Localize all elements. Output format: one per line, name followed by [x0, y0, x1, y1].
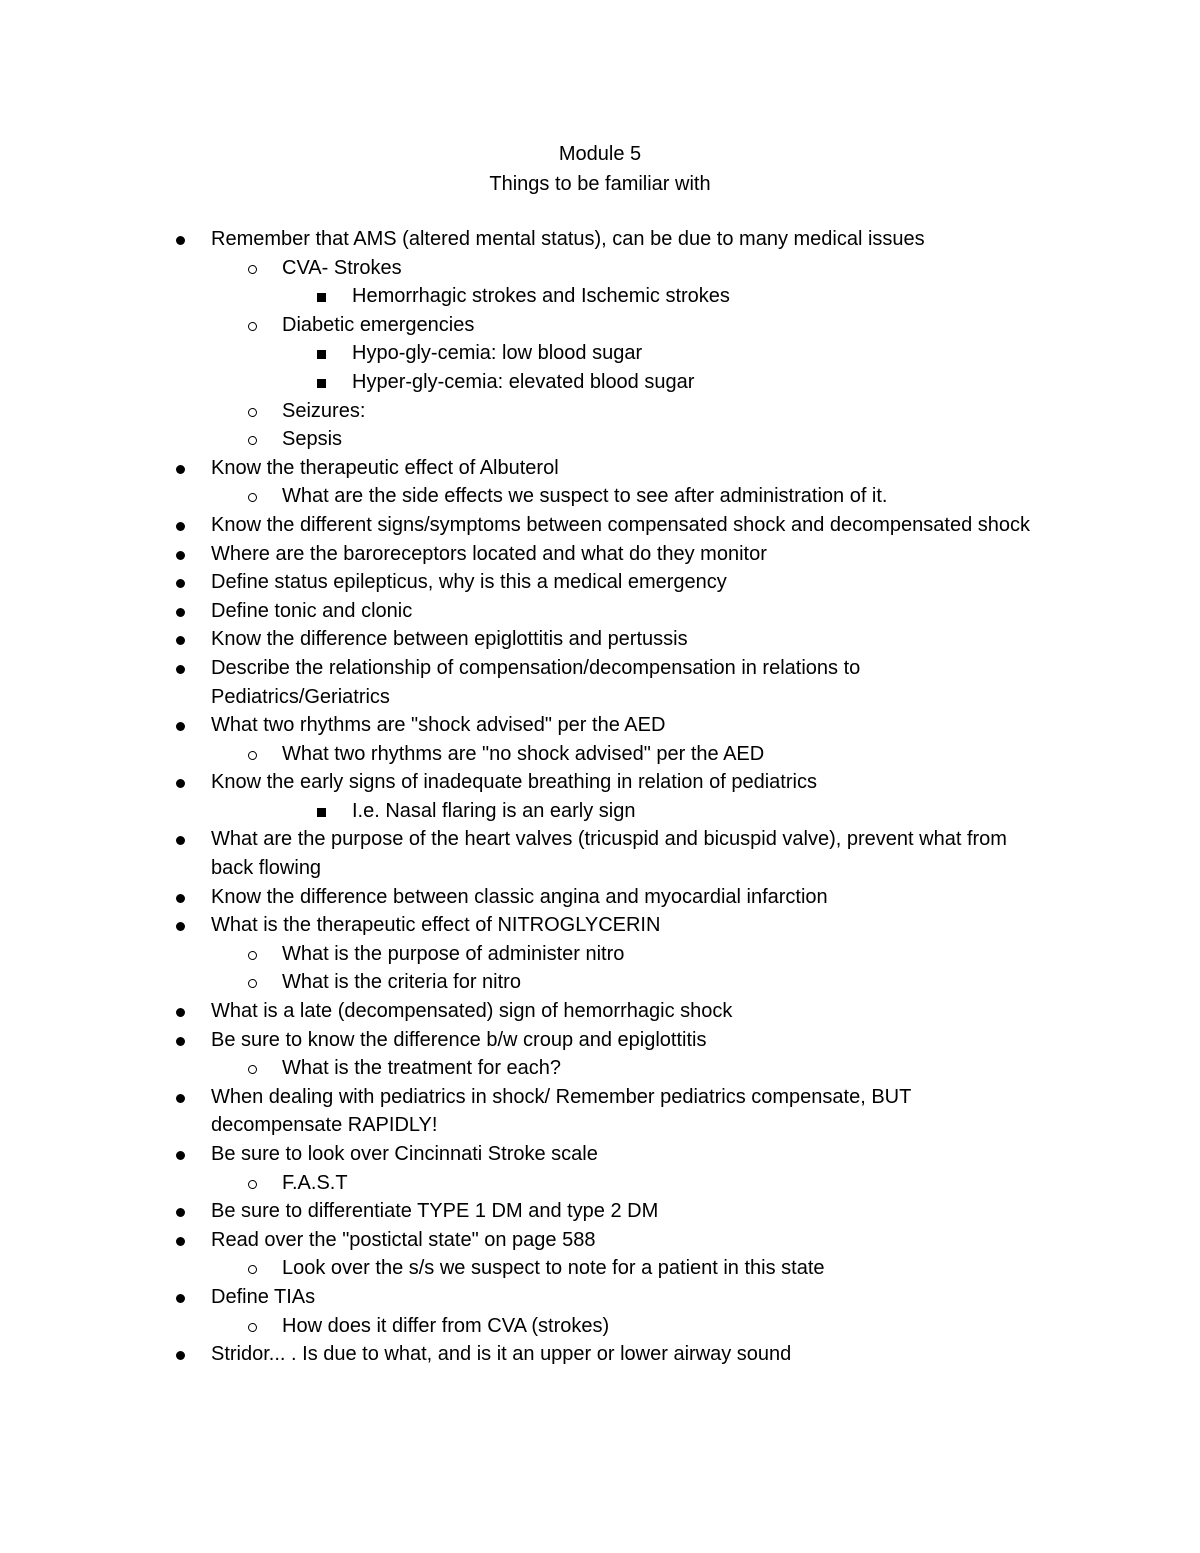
- list-item-text: Read over the "postictal state" on page 588: [211, 1228, 596, 1251]
- hollow-circle-bullet-icon: [248, 940, 257, 969]
- filled-circle-bullet-icon: [176, 568, 185, 597]
- list-item-text: Know the therapeutic effect of Albuterol: [211, 456, 559, 479]
- list-item: [0, 968, 1042, 997]
- list-item: [0, 654, 1041, 711]
- list-item-text: F.A.S.T: [282, 1171, 348, 1194]
- list-item: [0, 482, 1042, 511]
- list-item: [0, 940, 1042, 969]
- filled-circle-bullet-icon: [176, 1140, 185, 1169]
- list-item-text: Be sure to look over Cincinnati Stroke scale: [211, 1143, 598, 1165]
- list-item-text: What is a late (decompensated) sign of hemorrhagic shock: [211, 1000, 733, 1023]
- list-item-text: Look over the s/s we suspect to note for a patient in this state: [282, 1257, 825, 1280]
- filled-circle-bullet-icon: [176, 711, 185, 740]
- list-item: [0, 1169, 1042, 1198]
- list-item-text: I.e. Nasal flaring is an early sign: [352, 799, 636, 822]
- list-item: [0, 1283, 1041, 1312]
- list-item-text: What is the criteria for nitro: [282, 971, 521, 994]
- list-item-text: How does it differ from CVA (strokes): [282, 1314, 610, 1337]
- square-bullet-icon: [317, 797, 326, 826]
- filled-circle-bullet-icon: [176, 511, 185, 540]
- filled-circle-bullet-icon: [176, 225, 185, 254]
- filled-circle-bullet-icon: [176, 911, 185, 940]
- hollow-circle-bullet-icon: [248, 254, 257, 283]
- list-item-text: Where are the baroreceptors located and what do they monitor: [211, 542, 767, 565]
- filled-circle-bullet-icon: [176, 825, 185, 854]
- list-item-text: Stridor... . Is due to what, and is it an upper or lower airway sound: [211, 1343, 792, 1366]
- hollow-circle-bullet-icon: [248, 1054, 257, 1083]
- list-item: [0, 311, 1042, 340]
- list-item: [0, 397, 1042, 426]
- list-item-text: Know the difference between classic angina and myocardial infarction: [211, 885, 828, 908]
- filled-circle-bullet-icon: [176, 883, 185, 912]
- list-item-text: Know the different signs/symptoms between compensated shock and decompensated shock: [211, 513, 1030, 536]
- filled-circle-bullet-icon: [176, 1026, 185, 1055]
- list-item: [0, 368, 1042, 397]
- square-bullet-icon: [317, 282, 326, 311]
- list-item: [0, 825, 1041, 882]
- hollow-circle-bullet-icon: [248, 311, 257, 340]
- list-item: [0, 883, 1041, 912]
- filled-circle-bullet-icon: [176, 1083, 185, 1112]
- list-item: [0, 511, 1041, 540]
- filled-circle-bullet-icon: [176, 768, 185, 797]
- list-item: [0, 1054, 1042, 1083]
- filled-circle-bullet-icon: [176, 540, 185, 569]
- list-item: [0, 1026, 1041, 1055]
- filled-circle-bullet-icon: [176, 597, 185, 626]
- list-item: [0, 1140, 1041, 1169]
- list-item-text: Know the difference between epiglottitis and pertussis: [211, 628, 688, 651]
- list-item-text: Describe the relationship of compensation/decompensation in relations to Pediatrics/Geriatrics: [211, 656, 861, 708]
- list-item: [0, 1254, 1042, 1283]
- list-item-text: CVA- Strokes: [282, 256, 402, 279]
- filled-circle-bullet-icon: [176, 625, 185, 654]
- list-item: [0, 740, 1042, 769]
- hollow-circle-bullet-icon: [248, 1254, 257, 1283]
- hollow-circle-bullet-icon: [248, 1312, 257, 1341]
- hollow-circle-bullet-icon: [248, 397, 257, 426]
- list-item: [0, 425, 1042, 454]
- hollow-circle-bullet-icon: [248, 740, 257, 769]
- list-item-text: Hypo-gly-cemia: low blood sugar: [352, 342, 643, 365]
- list-item: [0, 454, 1041, 483]
- filled-circle-bullet-icon: [176, 654, 185, 683]
- list-item: [0, 282, 1042, 311]
- list-item-text: Define TIAs: [211, 1285, 316, 1308]
- list-item-text: Hyper-gly-cemia: elevated blood sugar: [352, 370, 695, 393]
- list-item: [0, 225, 1041, 254]
- filled-circle-bullet-icon: [176, 1226, 185, 1255]
- list-item-text: Be sure to know the difference b/w croup and epiglottitis: [211, 1028, 707, 1051]
- list-item-text: What is the treatment for each?: [282, 1057, 562, 1080]
- filled-circle-bullet-icon: [176, 1197, 185, 1226]
- page-subtitle: Things to be familiar with: [489, 173, 711, 195]
- list-item-text: What is the therapeutic effect of NITROGLYCERIN: [211, 914, 661, 937]
- hollow-circle-bullet-icon: [248, 425, 257, 454]
- list-item: [0, 1197, 1041, 1226]
- filled-circle-bullet-icon: [176, 997, 185, 1026]
- square-bullet-icon: [317, 339, 326, 368]
- list-item-text: Be sure to differentiate TYPE 1 DM and type 2 DM: [211, 1200, 659, 1223]
- list-item-text: When dealing with pediatrics in shock/ Remember pediatrics compensate, BUT decompensate RAPIDLY!: [211, 1085, 911, 1137]
- list-item: [0, 911, 1041, 940]
- list-item-text: What two rhythms are "no shock advised" per the AED: [282, 742, 765, 765]
- list-item-text: What are the side effects we suspect to see after administration of it.: [282, 485, 888, 508]
- list-item-text: Diabetic emergencies: [282, 313, 475, 336]
- list-item-text: Sepsis: [282, 428, 343, 451]
- list-item: [0, 711, 1041, 740]
- page-title: Module 5: [558, 143, 642, 165]
- list-item: [0, 1340, 1041, 1369]
- list-item: [0, 540, 1041, 569]
- filled-circle-bullet-icon: [176, 1283, 185, 1312]
- list-item-text: Define status epilepticus, why is this a medical emergency: [211, 571, 727, 594]
- list-item-text: Remember that AMS (altered mental status), can be due to many medical issues: [211, 228, 925, 250]
- hollow-circle-bullet-icon: [248, 482, 257, 511]
- list-item: [0, 768, 1041, 797]
- list-item: [0, 1083, 1041, 1140]
- list-item: [0, 568, 1041, 597]
- list-item: [0, 1312, 1042, 1341]
- list-item-text: Know the early signs of inadequate breathing in relation of pediatrics: [211, 771, 817, 794]
- square-bullet-icon: [317, 368, 326, 397]
- list-item: [0, 339, 1042, 368]
- hollow-circle-bullet-icon: [248, 1169, 257, 1198]
- list-item: [0, 1226, 1041, 1255]
- list-item-text: What two rhythms are "shock advised" per the AED: [211, 714, 666, 737]
- list-item-text: Define tonic and clonic: [211, 599, 413, 622]
- list-item: [0, 254, 1042, 283]
- list-item: [0, 797, 1042, 826]
- list-item-text: What is the purpose of administer nitro: [282, 942, 625, 965]
- list-item: [0, 625, 1041, 654]
- list-item: [0, 997, 1041, 1026]
- list-item-text: Hemorrhagic strokes and Ischemic strokes: [352, 285, 730, 308]
- filled-circle-bullet-icon: [176, 454, 185, 483]
- list-item-text: Seizures:: [282, 399, 366, 422]
- list-item-text: What are the purpose of the heart valves (tricuspid and bicuspid valve), prevent what from back flowing: [211, 828, 1007, 880]
- hollow-circle-bullet-icon: [248, 968, 257, 997]
- list-item: [0, 597, 1041, 626]
- filled-circle-bullet-icon: [176, 1340, 185, 1369]
- bullet-list: [0, 225, 1200, 1369]
